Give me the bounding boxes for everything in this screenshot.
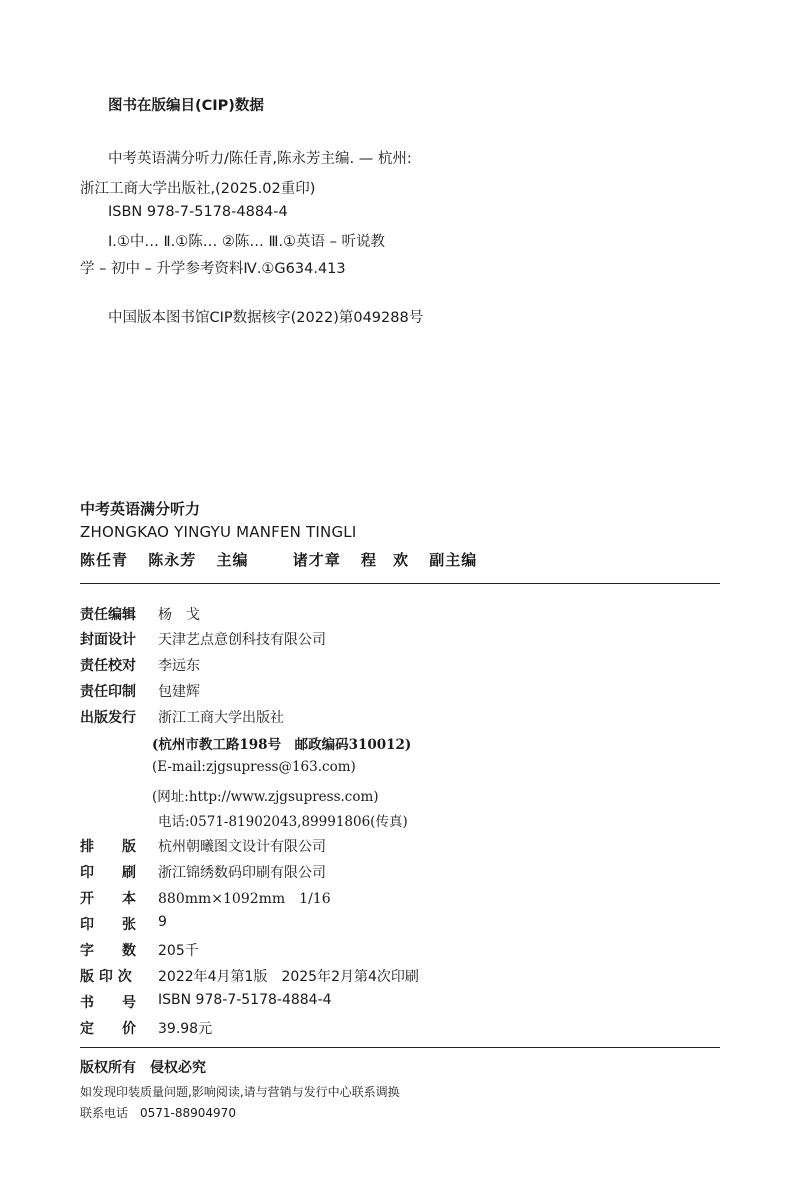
- spec-label: 书 号: [80, 995, 136, 1011]
- spec-value: ISBN 978-7-5178-4884-4: [158, 992, 332, 1008]
- editor-2: 陈永芳: [148, 551, 197, 569]
- credit-label: 出版发行: [80, 710, 136, 726]
- editor-role: 主编: [216, 551, 249, 569]
- credit-value: 包建辉: [158, 684, 200, 700]
- cip-line-4: Ⅰ.①中… Ⅱ.①陈… ②陈… Ⅲ.①英语 – 听说教: [108, 234, 386, 250]
- spec-label: 印 刷: [80, 865, 136, 881]
- deputy-editor-role: 副主编: [429, 551, 478, 569]
- credit-label: 责任编辑: [80, 607, 136, 623]
- cip-line-5: 学 – 初中 – 升学参考资料Ⅳ.①G634.413: [80, 261, 346, 277]
- copyright-notice: 版权所有 侵权必究: [80, 1060, 206, 1076]
- cip-line-1: 中考英语满分听力/陈任青,陈永芳主编. — 杭州:: [108, 151, 412, 167]
- deputy-editor-1: 诸才章: [292, 551, 341, 569]
- book-title-pinyin: ZHONGKAO YINGYU MANFEN TINGLI: [80, 523, 357, 541]
- spec-value: 39.98元: [158, 1021, 213, 1037]
- spec-value: 杭州朝曦图文设计有限公司: [158, 839, 326, 855]
- cip-title: 图书在版编目(CIP)数据: [108, 98, 264, 114]
- spec-label: 开 本: [80, 891, 136, 907]
- deputy-editor-2: 程 欢: [361, 551, 410, 569]
- credit-value: 杨 戈: [158, 607, 200, 623]
- spec-label: 排 版: [80, 839, 136, 855]
- spec-label: 印 张: [80, 917, 136, 933]
- divider-bottom: [80, 1047, 720, 1048]
- credit-value: 天津艺点意创科技有限公司: [158, 632, 326, 648]
- spec-value: 880mm×1092mm 1/16: [158, 891, 331, 907]
- cip-isbn: ISBN 978-7-5178-4884-4: [108, 204, 288, 220]
- spec-label: 定 价: [80, 1021, 136, 1037]
- cip-line-2: 浙江工商大学出版社,(2025.02重印): [80, 181, 316, 197]
- spec-label: 字 数: [80, 943, 136, 959]
- publisher-phone: 电话:0571-81902043,89991806(传真): [158, 814, 408, 830]
- spec-value: 浙江锦绣数码印刷有限公司: [158, 865, 326, 881]
- editor-1: 陈任青: [80, 551, 129, 569]
- spec-value: 9: [158, 914, 167, 930]
- spec-label: 版 印 次: [80, 969, 132, 985]
- divider-top: [80, 583, 720, 584]
- spec-value: 205千: [158, 943, 199, 959]
- cip-record-number: 中国版本图书馆CIP数据核字(2022)第049288号: [108, 310, 424, 326]
- quality-notice: 如发现印装质量问题,影响阅读,请与营销与发行中心联系调换: [80, 1085, 400, 1099]
- publisher-address: (杭州市教工路198号 邮政编码310012): [152, 737, 412, 753]
- contact-phone: 联系电话 0571-88904970: [80, 1106, 236, 1120]
- publisher-email: (E-mail:zjgsupress@163.com): [152, 759, 356, 775]
- publisher-website: (网址:http://www.zjgsupress.com): [152, 789, 379, 805]
- editors-line: [80, 549, 477, 570]
- credit-label: 责任印制: [80, 684, 136, 700]
- credit-label: 封面设计: [80, 632, 136, 648]
- book-title: 中考英语满分听力: [80, 500, 201, 518]
- spec-value: 2022年4月第1版 2025年2月第4次印刷: [158, 969, 419, 985]
- credit-label: 责任校对: [80, 658, 136, 674]
- credit-value: 李远东: [158, 658, 200, 674]
- credit-value: 浙江工商大学出版社: [158, 710, 284, 726]
